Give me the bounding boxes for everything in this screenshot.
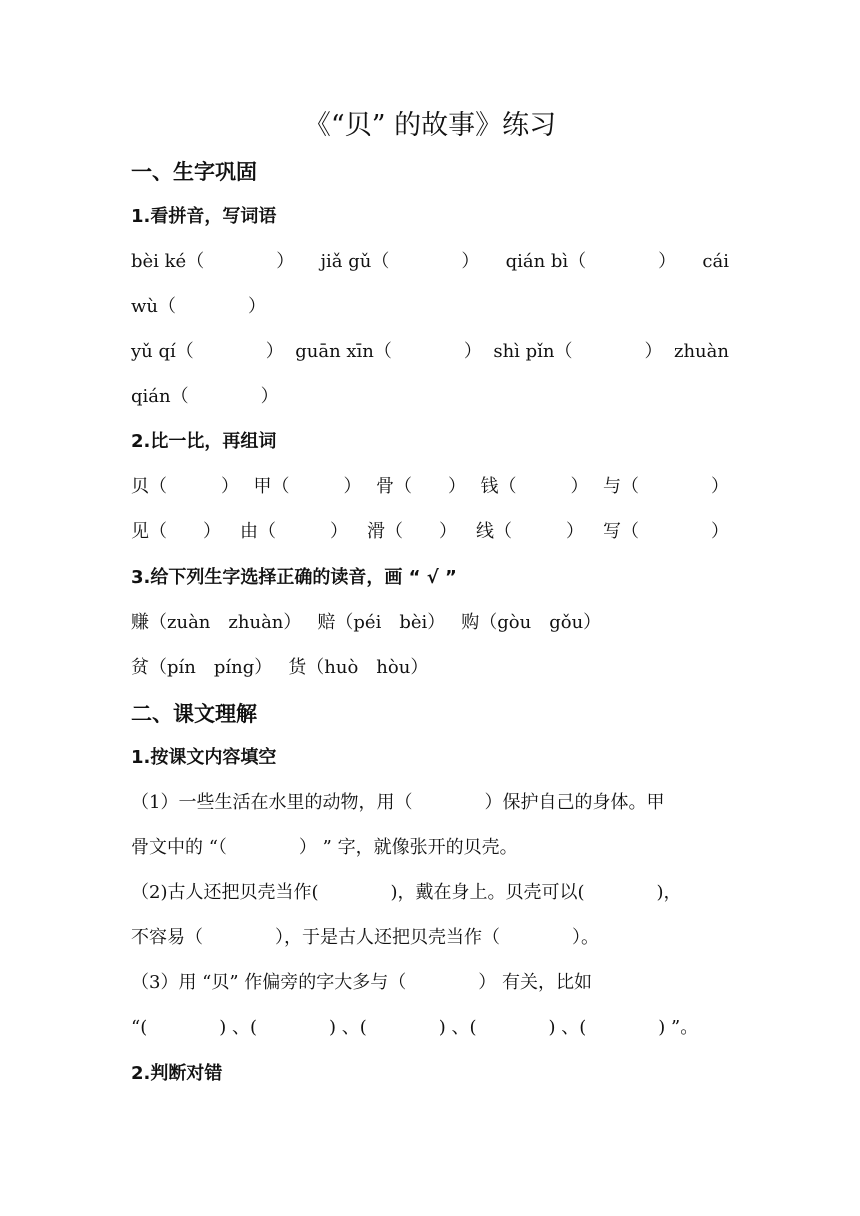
- pronunciation-item: 赚（zuàn zhuàn）: [131, 612, 302, 633]
- pinyin-row-2: [131, 340, 729, 364]
- compare-item: 写（ ）: [603, 521, 729, 542]
- compare-item: 由（ ）: [240, 521, 348, 542]
- compare-item: 见（ ）: [131, 521, 221, 542]
- question-heading-pinyin: 1.看拼音，写词语: [131, 206, 277, 227]
- question-heading-pronunciation: 3.给下列生字选择正确的读音，画 “ √ ”: [131, 567, 457, 588]
- question-heading-compare: 2.比一比，再组词: [131, 431, 277, 452]
- section-heading-comprehension: 二、课文理解: [131, 702, 257, 726]
- pronunciation-item: 赔（péi bèi）: [317, 612, 446, 633]
- compare-item: 骨（ ）: [376, 476, 466, 497]
- compare-item: 钱（ ）: [480, 476, 589, 497]
- pinyin-item: cái: [702, 251, 729, 272]
- pinyin-item: yǔ qí（ ）: [131, 341, 284, 362]
- fill-blank-p1-line-2: 骨文中的 “（ ） ” 字，就像张开的贝壳。: [131, 837, 518, 858]
- page-title: 《“贝” 的故事》练习: [303, 110, 557, 141]
- compare-item: 与（ ）: [603, 476, 729, 497]
- pinyin-item: bèi ké（ ）: [131, 251, 295, 272]
- pinyin-item: qián bì（ ）: [505, 251, 677, 272]
- fill-blank-p3-line-2: “( ) 、( ) 、( ) 、( ) 、( ) ”。: [131, 1017, 699, 1038]
- pronunciation-item: 货（huò hòu）: [288, 657, 429, 678]
- pinyin-row-1-continued: wù（ ）: [131, 296, 266, 317]
- pinyin-item: shì pǐn（ ）: [493, 341, 663, 362]
- pinyin-row-1: [131, 250, 729, 274]
- pinyin-item: jiǎ gǔ（ ）: [320, 251, 480, 272]
- fill-blank-p3-line-1: （3）用 “贝” 作偏旁的字大多与（ ） 有关，比如: [131, 972, 593, 993]
- compare-item: 甲（ ）: [253, 476, 362, 497]
- pronunciation-row-1: [131, 611, 729, 635]
- compare-item: 贝（ ）: [131, 476, 239, 497]
- question-heading-true-false: 2.判断对错: [131, 1063, 223, 1084]
- pronunciation-item: 贫（pín píng）: [131, 657, 273, 678]
- compare-row-1: [131, 475, 729, 499]
- pinyin-row-2-continued: qián（ ）: [131, 386, 279, 407]
- fill-blank-p2-line-1: （2)古人还把贝壳当作( )，戴在身上。贝壳可以( )，: [131, 882, 682, 903]
- question-heading-fill-blank: 1.按课文内容填空: [131, 747, 277, 768]
- pronunciation-row-2: [131, 656, 729, 680]
- compare-item: 滑（ ）: [367, 521, 457, 542]
- pinyin-item: zhuàn: [673, 341, 729, 362]
- pronunciation-item: 购（gòu gǒu）: [461, 612, 602, 633]
- pinyin-item: guān xīn（ ）: [295, 341, 482, 362]
- compare-item: 线（ ）: [476, 521, 584, 542]
- fill-blank-p2-line-2: 不容易（ ），于是古人还把贝壳当作（ ）。: [131, 927, 599, 948]
- compare-row-2: [131, 520, 729, 544]
- fill-blank-p1-line-1: （1）一些生活在水里的动物，用（ ）保护自己的身体。甲: [131, 792, 665, 813]
- section-heading-characters: 一、生字巩固: [131, 160, 257, 184]
